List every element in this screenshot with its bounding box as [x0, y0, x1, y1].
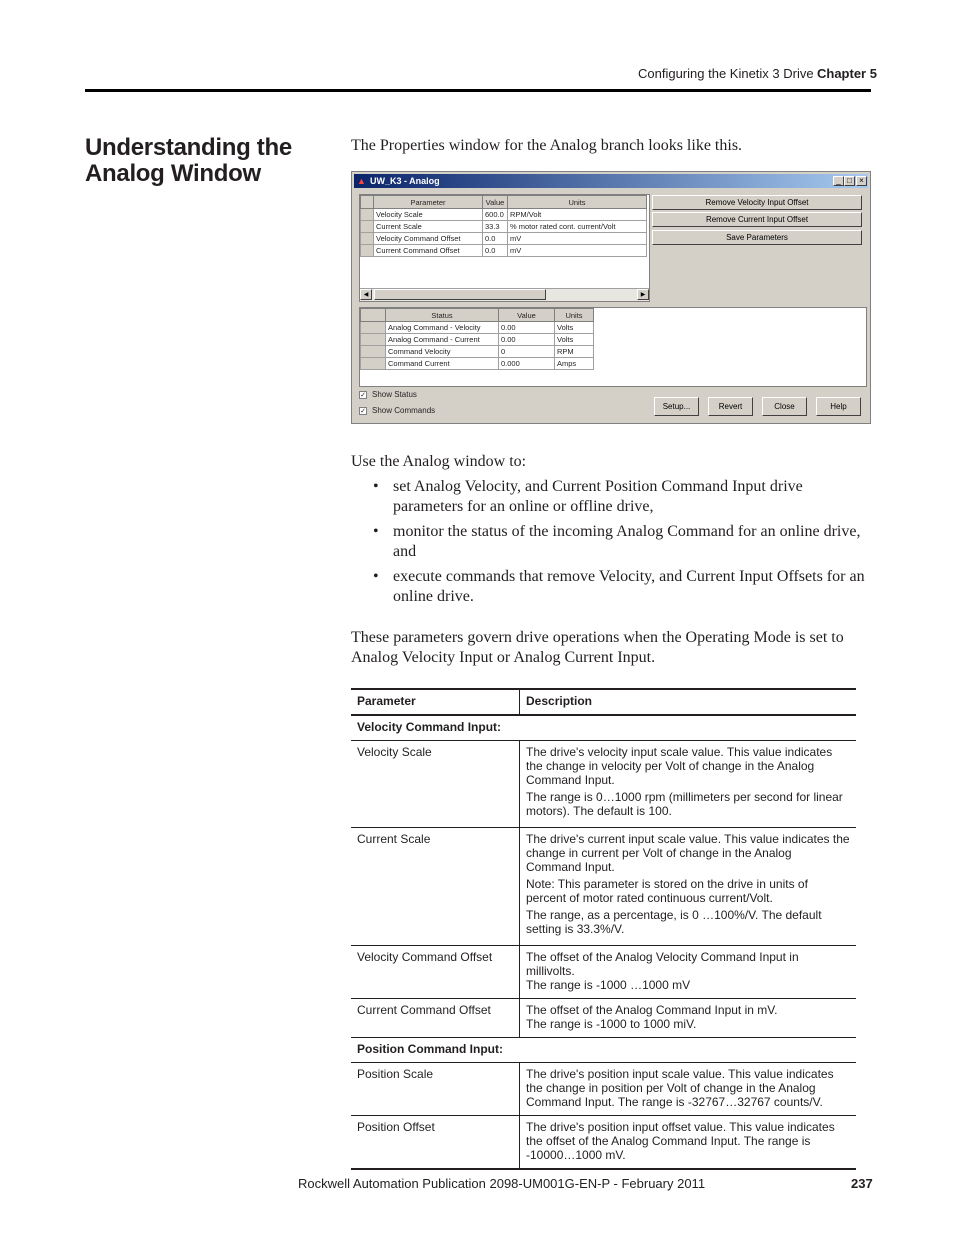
analog-window	[351, 171, 871, 424]
col-status-value[interactable]: Value	[499, 309, 555, 322]
status-grid-header	[361, 309, 594, 322]
running-header: Configuring the Kinetix 3 Drive	[638, 66, 814, 81]
table-row: Current Scale The drive's current input scale value. This value indicates the change in current per Volt of change in the Analog Command Input. Note: This parameter is stored on the drive in units of percent of motor rated continuous current/Volt. The range, as a percentage, is 0 …100%/V. The default setting is 33.3%/V.	[351, 828, 856, 946]
table-row: Position Offset The drive's position input offset value. This value indicates the offset of the Analog Command Input. The range is -10000…1000 mV.	[351, 1116, 856, 1170]
header-rule	[85, 89, 871, 92]
footer-publication: Rockwell Automation Publication 2098-UM001G-EN-P - February 2011	[298, 1176, 706, 1191]
table-row[interactable]: Velocity Command Offset 0.0 mV	[361, 233, 647, 245]
window-title: UW_K3 - Analog	[370, 176, 440, 186]
table-row: Velocity Command Offset The offset of the Analog Velocity Command Input in millivolts. The range is -1000 …1000 mV	[351, 946, 856, 999]
table-row[interactable]: Current Scale 33.3 % motor rated cont. current/Volt	[361, 221, 647, 233]
maximize-icon[interactable]: □	[844, 176, 855, 186]
table-row: Velocity Scale The drive's velocity input scale value. This value indicates the change in velocity per Volt of change in the Analog Command Input. The range is 0…1000 rpm (millimeters per second for linear motors). The default is 100.	[351, 741, 856, 828]
page-number: 237	[851, 1176, 873, 1191]
table-row: Command Velocity 0 RPM	[361, 346, 594, 358]
scroll-right-icon[interactable]: ▶	[637, 289, 649, 300]
window-titlebar	[354, 174, 868, 188]
setup-button[interactable]: Setup...	[654, 397, 699, 416]
table-group-header: Velocity Command Input:	[351, 715, 856, 741]
table-row: Position Scale The drive's position input scale value. This value indicates the change in position per Volt of change in the Analog Command Input. The range is -32767…32767 counts/V.	[351, 1063, 856, 1116]
chapter-label: Chapter 5	[817, 66, 877, 81]
app-icon: ▲	[357, 176, 366, 186]
table-header: Parameter Description	[351, 689, 856, 715]
table-row: Current Command Offset The offset of the Analog Command Input in mV. The range is -1000 to 1000 miV.	[351, 999, 856, 1038]
table-row: Command Current 0.000 Amps	[361, 358, 594, 370]
revert-button[interactable]: Revert	[708, 397, 753, 416]
col-parameter[interactable]: Parameter	[374, 196, 483, 209]
col-status[interactable]: Status	[386, 309, 499, 322]
list-item: • set Analog Velocity, and Current Position Command Input drive parameters for an online or offline drive,	[373, 478, 803, 515]
bullet-list	[351, 477, 871, 612]
section-title: Understanding the Analog Window	[85, 134, 292, 187]
scrollbar-thumb[interactable]	[374, 289, 546, 300]
bullet-icon: •	[373, 478, 379, 495]
horizontal-scrollbar[interactable]	[360, 288, 649, 301]
intro-text: The Properties window for the Analog branch looks like this.	[351, 137, 743, 154]
save-parameters-button[interactable]: Save Parameters	[652, 230, 862, 245]
col-units[interactable]: Units	[508, 196, 647, 209]
bullet-icon: •	[373, 523, 379, 540]
para-operating-mode: These parameters govern drive operations when the Operating Mode is set to Analog Velocity Input or Analog Current Input.	[351, 629, 844, 666]
parameter-table	[351, 688, 856, 1170]
bullet-icon: •	[373, 568, 379, 585]
close-button[interactable]: Close	[762, 397, 807, 416]
list-item: • execute commands that remove Velocity, and Current Input Offsets for an online drive.	[373, 568, 865, 605]
use-intro: Use the Analog window to:	[351, 453, 527, 470]
col-value[interactable]: Value	[483, 196, 508, 209]
help-button[interactable]: Help	[816, 397, 861, 416]
close-icon[interactable]: ×	[856, 176, 867, 186]
scroll-left-icon[interactable]: ◀	[360, 289, 372, 300]
show-commands-label: Show Commands	[372, 406, 436, 415]
list-item: • monitor the status of the incoming Analog Command for an online drive, and	[373, 523, 861, 560]
show-status-label: Show Status	[372, 390, 417, 399]
table-group-header: Position Command Input:	[351, 1038, 856, 1063]
status-grid	[359, 307, 867, 387]
show-commands-checkbox[interactable]: ✓	[360, 408, 366, 415]
table-row[interactable]: Current Command Offset 0.0 mV	[361, 245, 647, 257]
table-row: Analog Command - Velocity 0.00 Volts	[361, 322, 594, 334]
remove-current-offset-button[interactable]: Remove Current Input Offset	[652, 212, 862, 227]
parameter-grid-header	[361, 196, 647, 209]
table-row: Analog Command - Current 0.00 Volts	[361, 334, 594, 346]
minimize-icon[interactable]: _	[833, 176, 844, 186]
table-row[interactable]: Velocity Scale 600.0 RPM/Volt	[361, 209, 647, 221]
show-status-checkbox[interactable]: ✓	[360, 392, 366, 399]
parameter-grid	[359, 194, 650, 302]
remove-velocity-offset-button[interactable]: Remove Velocity Input Offset	[652, 195, 862, 210]
col-status-units[interactable]: Units	[555, 309, 594, 322]
